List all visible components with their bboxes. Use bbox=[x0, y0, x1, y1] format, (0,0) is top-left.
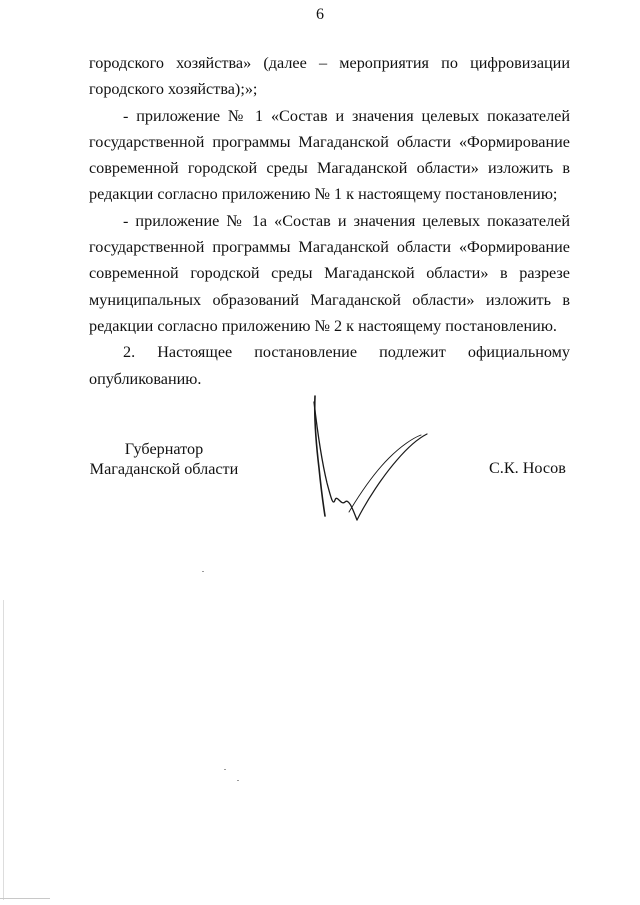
paragraph-continuation: городского хозяйства» (далее – мероприятия по цифровизации городского хозяйства);»; bbox=[89, 54, 570, 99]
paragraph-appendix-1a: - приложение № 1а «Состав и значения целевых показателей государственной программы Магаданской области «Формирование современной городской среды Магаданской области» в разрезе муниципальных образований Магаданской области» изложить в редакции согласно приложению № 2 к настоящему постановлению. bbox=[89, 211, 570, 335]
signatory-title-line2: Магаданской области bbox=[89, 460, 239, 478]
document-body bbox=[89, 50, 570, 392]
signatory-title bbox=[89, 439, 239, 479]
signatory-name: С.К. Носов bbox=[489, 459, 566, 477]
scan-speck bbox=[202, 571, 204, 572]
page-number: 6 bbox=[316, 6, 324, 23]
scan-edge-line bbox=[3, 600, 4, 900]
scan-speck bbox=[237, 780, 239, 781]
signatory-title-line1: Губернатор bbox=[124, 440, 204, 458]
paragraph-appendix-1: - приложение № 1 «Состав и значения целевых показателей государственной программы Магаданской области «Формирование современной городской среды Магаданской области» изложить в редакции согласно приложению № 1 к настоящему постановлению; bbox=[89, 106, 570, 204]
handwritten-signature-icon bbox=[305, 388, 440, 533]
scan-edge-line bbox=[0, 898, 50, 899]
paragraph-publication: 2. Настоящее постановление подлежит официальному опубликованию. bbox=[89, 343, 570, 388]
scan-speck bbox=[224, 769, 226, 770]
